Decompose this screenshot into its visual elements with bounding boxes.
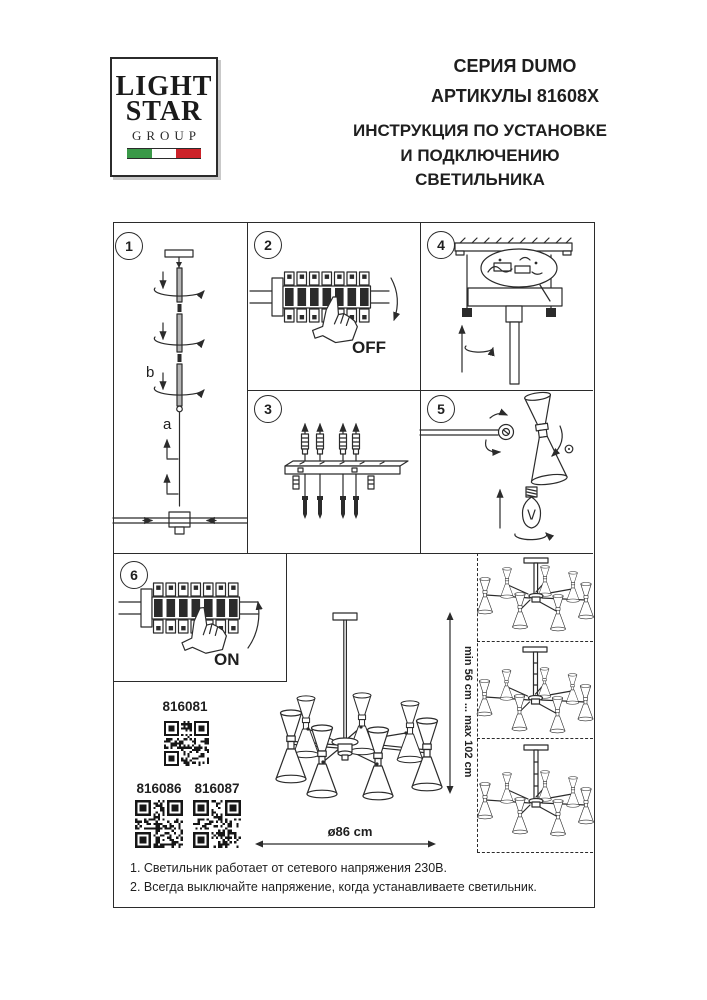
logo-text — [115, 71, 213, 127]
qr-label-816086: 816086 — [136, 781, 182, 796]
on-label: ON — [214, 650, 240, 669]
step-6-badge — [120, 561, 148, 589]
lightstar-logo — [110, 57, 218, 177]
note-line-2: 2. Всегда выключайте напряжение, когда устанавливаете светильник. — [130, 880, 537, 895]
rod-label-b: b — [146, 364, 155, 381]
instruction-title-line1: ИНСТРУКЦИЯ ПО УСТАНОВКЕ — [352, 121, 608, 140]
qr-label-816081: 816081 — [162, 699, 208, 714]
variants-dashed-hline-1 — [477, 641, 593, 642]
step-3-badge — [254, 395, 282, 423]
step-2-number: 2 — [264, 237, 272, 253]
logo-line-light: LIGHT — [115, 71, 213, 103]
variants-dashed-hline-2 — [477, 738, 593, 739]
qr-code-816081 — [164, 721, 209, 766]
italian-flag-stripe — [127, 148, 201, 159]
grid-hline-mid — [247, 390, 593, 391]
logo-line-group: GROUP — [131, 127, 202, 143]
instruction-title-line2: И ПОДКЛЮЧЕНИЮ СВЕТИЛЬНИКА — [400, 145, 560, 190]
qr-code-816087 — [193, 800, 241, 848]
step-1-badge — [115, 232, 143, 260]
diameter-dimension-label: ø86 cm — [327, 824, 373, 839]
step-2-badge — [254, 231, 282, 259]
grid-vline-1 — [247, 222, 248, 553]
step-3-number: 3 — [264, 401, 272, 417]
step-4-number: 4 — [437, 237, 445, 253]
step-4-badge — [427, 231, 455, 259]
header-instruction-block — [335, 119, 625, 193]
flag-red — [176, 149, 201, 158]
grid-vline-2 — [420, 222, 421, 553]
step-6-number: 6 — [130, 567, 138, 583]
header-series-block — [380, 52, 650, 111]
variants-dashed-hline-3 — [477, 852, 593, 853]
step-5-badge — [427, 395, 455, 423]
note-line-1: 1. Светильник работает от сетевого напряжения 230В. — [130, 861, 447, 875]
articles-title: АРТИКУЛЫ 81608X — [431, 85, 599, 106]
footer-notes — [130, 859, 537, 898]
flag-white — [152, 149, 177, 158]
qr-label-816087: 816087 — [194, 781, 240, 796]
wire-label-a: a — [163, 416, 172, 433]
logo-line-star: STAR — [125, 96, 203, 127]
height-dimension-label: min 56 cm ... max 102 cm — [462, 646, 474, 778]
step-5-number: 5 — [437, 401, 445, 417]
series-title: СЕРИЯ DUMO — [453, 56, 577, 76]
off-label: OFF — [352, 338, 386, 357]
qr-code-816086 — [135, 800, 183, 848]
flag-green — [127, 149, 152, 158]
variants-dashed-vline — [477, 553, 478, 852]
step-1-number: 1 — [125, 238, 133, 254]
